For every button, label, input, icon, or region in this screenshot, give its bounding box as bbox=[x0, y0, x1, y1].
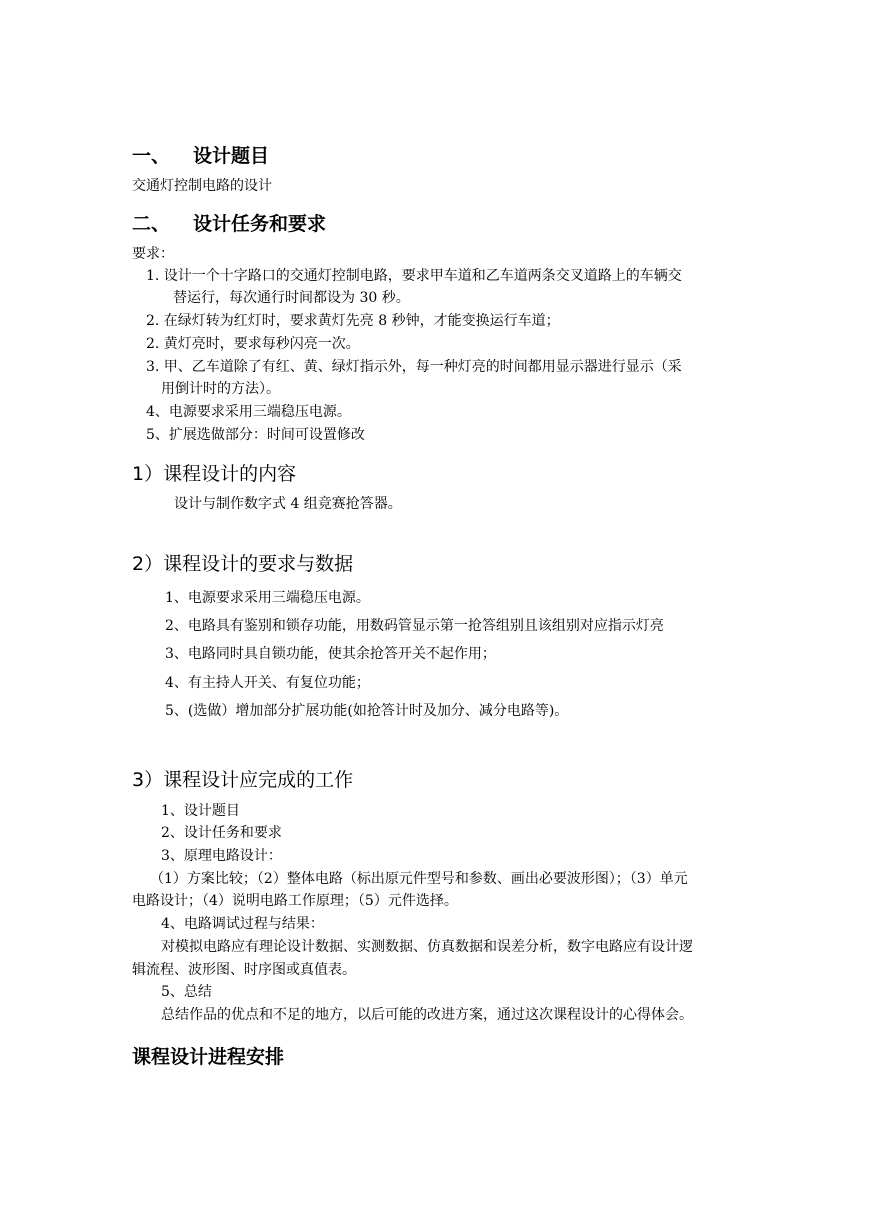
work-line: 对模拟电路应有理论设计数据、实测数据、仿真数据和误差分析，数字电路应有设计逻 bbox=[161, 939, 693, 955]
content-heading: 1）课程设计的内容 bbox=[132, 463, 297, 485]
work-line: 电路设计；（4）说明电路工作原理；（5）元件选择。 bbox=[132, 893, 458, 909]
work-line: 4、电路调试过程与结果： bbox=[161, 916, 324, 932]
requirement-item: 2. 黄灯亮时，要求每秒闪亮一次。 bbox=[146, 336, 360, 352]
requirements-item: 2、电路具有鉴别和锁存功能，用数码管显示第一抢答组别且该组别对应指示灯亮 bbox=[165, 618, 664, 634]
requirement-item: 3. 甲、乙车道除了有红、黄、绿灯指示外，每一种灯亮的时间都用显示器进行显示（采 bbox=[146, 359, 682, 375]
requirements-intro: 要求： bbox=[132, 246, 174, 262]
work-line: 1、设计题目 bbox=[161, 803, 240, 819]
work-line: 辑流程、波形图、时序图或真值表。 bbox=[132, 962, 356, 978]
requirements-item: 3、电路同时具自锁功能，使其余抢答开关不起作用； bbox=[165, 646, 496, 662]
section-2-number: 二、 bbox=[132, 213, 171, 235]
section-2-title: 设计任务和要求 bbox=[193, 213, 327, 235]
section-1-body: 交通灯控制电路的设计 bbox=[132, 178, 272, 194]
requirement-item: 5、扩展选做部分：时间可设置修改 bbox=[146, 427, 365, 443]
requirements-item: 1、电源要求采用三端稳压电源。 bbox=[165, 590, 370, 606]
requirements-item: 5、(选做）增加部分扩展功能(如抢答计时及加分、减分电路等)。 bbox=[165, 703, 569, 719]
requirement-item: 1. 设计一个十字路口的交通灯控制电路，要求甲车道和乙车道两条交叉道路上的车辆交 bbox=[146, 268, 682, 284]
work-line: 总结作品的优点和不足的地方，以后可能的改进方案，通过这次课程设计的心得体会。 bbox=[161, 1007, 693, 1023]
work-heading: 3）课程设计应完成的工作 bbox=[132, 769, 354, 791]
work-line: 5、总结 bbox=[161, 984, 212, 1000]
content-body: 设计与制作数字式 4 组竞赛抢答器。 bbox=[174, 496, 402, 512]
requirement-item-continuation: 替运行，每次通行时间都设为 30 秒。 bbox=[173, 290, 410, 306]
requirement-item: 4、电源要求采用三端稳压电源。 bbox=[146, 404, 351, 420]
work-line: （1）方案比较；（2）整体电路（标出原元件型号和参数、画出必要波形图）；（3）单元 bbox=[150, 871, 688, 887]
requirements-item: 4、有主持人开关、有复位功能； bbox=[165, 675, 370, 691]
schedule-heading: 课程设计进程安排 bbox=[132, 1046, 285, 1068]
section-1-number: 一、 bbox=[132, 145, 171, 167]
work-line: 2、设计任务和要求 bbox=[161, 825, 282, 841]
requirements-heading: 2）课程设计的要求与数据 bbox=[132, 553, 354, 575]
work-line: 3、原理电路设计： bbox=[161, 848, 282, 864]
requirement-item-continuation: 用倒计时的方法）。 bbox=[161, 381, 280, 397]
section-1-title: 设计题目 bbox=[193, 145, 270, 167]
requirement-item: 2. 在绿灯转为红灯时，要求黄灯先亮 8 秒钟，才能变换运行车道； bbox=[146, 313, 560, 329]
